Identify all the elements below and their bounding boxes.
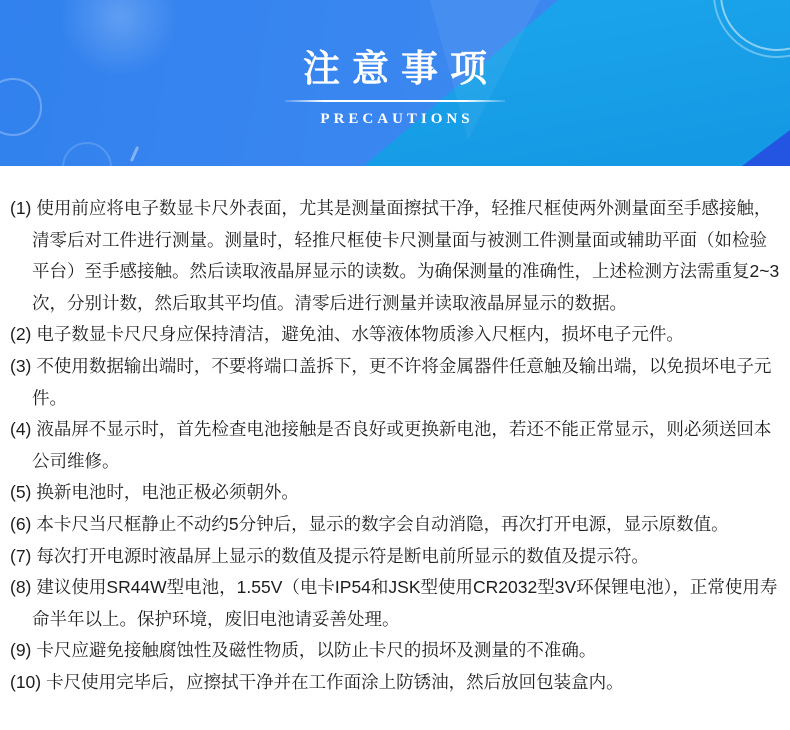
item-number: (4) <box>10 419 32 440</box>
item-number: (3) <box>10 355 32 376</box>
item-number: (10) <box>10 671 42 692</box>
page-title: 注意事项 <box>303 48 499 89</box>
item-number: (1) <box>10 198 32 218</box>
item-number: (6) <box>10 513 32 534</box>
precaution-item <box>10 509 782 541</box>
item-text: 液晶屏不显示时，首先检查电池接触是否良好或更换新电池，若还不能正常显示，则必须送回本公司维修。 <box>32 419 772 471</box>
item-text: 电子数显卡尺尺身应保持清洁，避免油、水等液体物质渗入尺框内，损坏电子元件。 <box>36 324 684 345</box>
precaution-item <box>10 667 782 699</box>
item-text: 每次打开电源时液晶屏上显示的数值及提示符是断电前所显示的数值及提示符。 <box>36 545 649 566</box>
banner-title-block <box>0 50 790 128</box>
item-number: (8) <box>10 577 32 598</box>
precaution-item <box>10 541 782 573</box>
title-underline <box>285 100 505 102</box>
item-text: 本卡尺当尺框静止不动约5分钟后，显示的数字会自动消隐，再次打开电源，显示原数值。 <box>36 513 729 534</box>
item-text: 卡尺使用完毕后，应擦拭干净并在工作面涂上防锈油，然后放回包装盒内。 <box>46 671 624 692</box>
precaution-item <box>10 572 782 635</box>
precautions-list <box>0 166 790 699</box>
banner <box>0 0 790 166</box>
item-number: (9) <box>10 640 32 661</box>
page-subtitle: PRECAUTIONS <box>320 111 474 127</box>
ring-decor-icon <box>62 142 112 166</box>
precaution-item <box>10 193 782 319</box>
item-number: (7) <box>10 545 32 566</box>
item-number: (5) <box>10 482 32 503</box>
item-text: 卡尺应避免接触腐蚀性及磁性物质，以防止卡尺的损坏及测量的不准确。 <box>36 640 597 661</box>
item-text: 建议使用SR44W型电池，1.55V（电卡IP54和JSK型使用CR2032型3V环保锂电池），正常使用寿命半年以上。保护环境，废旧电池请妥善处理。 <box>32 577 778 629</box>
line-decor <box>130 146 139 162</box>
item-text: 使用前应将电子数显卡尺外表面，尤其是测量面擦拭干净，轻推尺框使两外测量面至手感接触，清零后对工件进行测量。测量时，轻推尺框使卡尺测量面与被测工件测量面或辅助平面（如检验平台）至手感接触。然后读取液晶屏显示的读数。为确保测量的准确性，上述检测方法需重复2~3次，分别计数，然后取其平均值。清零后进行测量并读取液晶屏显示的数据。 <box>32 198 780 313</box>
precaution-item <box>10 414 782 477</box>
item-text: 不使用数据输出端时，不要将端口盖拆下，更不许将金属器件任意触及输出端，以免损坏电子元件。 <box>32 355 772 408</box>
precaution-item <box>10 351 782 414</box>
precaution-item <box>10 635 782 667</box>
item-text: 换新电池时，电池正极必须朝外。 <box>36 482 299 503</box>
precaution-item <box>10 477 782 509</box>
item-number: (2) <box>10 324 32 345</box>
precaution-item <box>10 319 782 351</box>
